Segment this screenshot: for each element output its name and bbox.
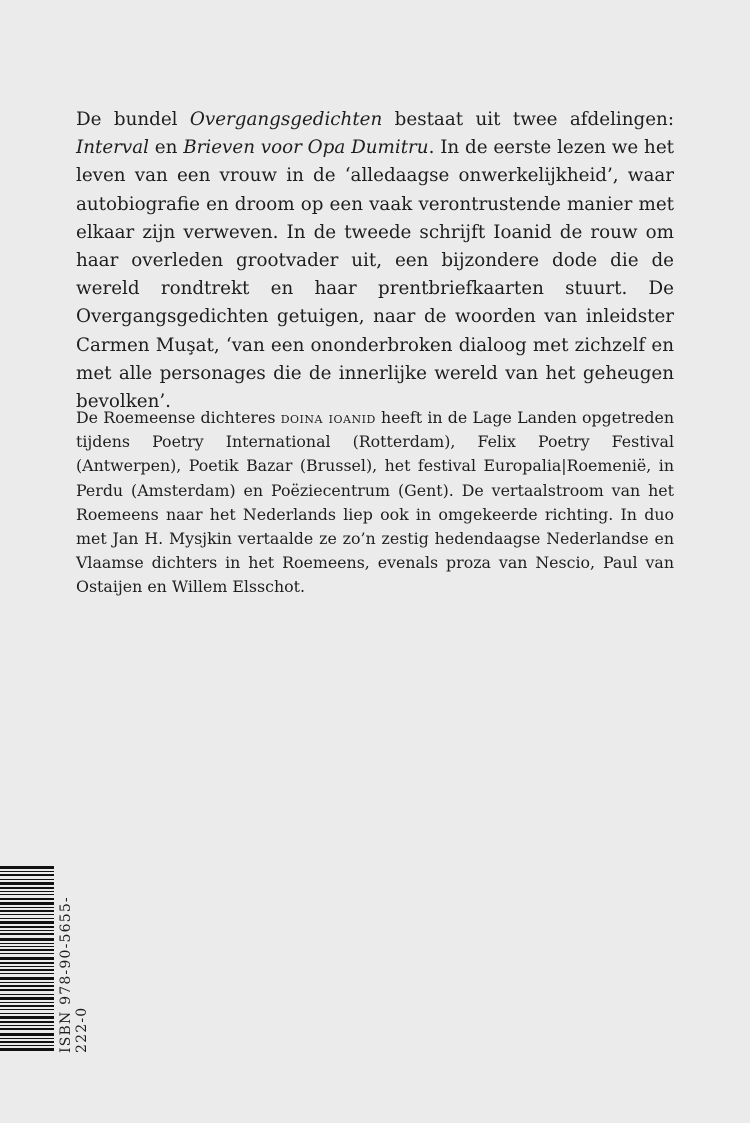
barcode-bar bbox=[0, 918, 54, 919]
barcode-bar bbox=[0, 949, 54, 951]
barcode-bar bbox=[0, 997, 54, 1000]
barcode-bar bbox=[0, 933, 54, 935]
barcode-bar bbox=[0, 1013, 54, 1014]
barcode-bar bbox=[0, 973, 54, 974]
barcode-bar bbox=[0, 1033, 54, 1036]
barcode-bar bbox=[0, 907, 54, 908]
barcode-bar bbox=[0, 891, 54, 892]
barcode-bar bbox=[0, 994, 54, 995]
barcode-bar bbox=[0, 926, 54, 928]
barcode-bar bbox=[0, 1048, 54, 1051]
blurb-text-4: . In de eerste lezen we het leven van een vrouw in de ‘alledaagse onwerkelijkheid’, waar autobiografie en droom op een vaak verontrustende manier met elkaar zijn verweven. In de tweede schrijft Ioanid de rouw om haar overleden grootvader uit, een bijzondere dode die de wereld rondtrekt en haar prentbriefkaarten stuurt. De Overgangsgedichten getuigen, naar de woorden van inleidster Carmen Muşat, ‘van een ononderbroken dialoog met zichzelf en met alle personages die de innerlijke wereld van het geheugen bevolken’. bbox=[76, 137, 674, 413]
barcode-bar bbox=[0, 879, 54, 880]
barcode-bar bbox=[0, 882, 54, 885]
barcode-bar bbox=[0, 894, 54, 895]
barcode-bar bbox=[0, 898, 54, 900]
barcode-bar bbox=[0, 910, 54, 912]
blurb-text-1: De bundel bbox=[76, 109, 190, 130]
barcode-bar bbox=[0, 1009, 54, 1010]
blurb-text-2: bestaat uit twee afdelingen: bbox=[382, 109, 674, 130]
isbn-number: ISBN 978-90-5655-222-0 bbox=[58, 896, 90, 1053]
blurb-paragraph bbox=[76, 106, 674, 416]
author-name: doina ioanid bbox=[280, 408, 376, 427]
section-title-brieven: Brieven voor Opa Dumitru bbox=[183, 137, 429, 159]
barcode-bar bbox=[0, 985, 54, 987]
barcode-bar bbox=[0, 946, 54, 947]
barcode-bar bbox=[0, 938, 54, 941]
isbn-barcode bbox=[0, 866, 54, 1052]
barcode-bar bbox=[0, 977, 54, 980]
barcode-bar bbox=[0, 871, 54, 872]
barcode-bar bbox=[0, 874, 54, 876]
barcode-bar bbox=[0, 1021, 54, 1023]
bio-text-1: De Roemeense dichteres bbox=[76, 408, 281, 427]
barcode-bar bbox=[0, 989, 54, 991]
barcode-bar bbox=[0, 1005, 54, 1007]
author-bio-paragraph bbox=[76, 406, 674, 600]
barcode-bar bbox=[0, 930, 54, 931]
barcode-bar bbox=[0, 962, 54, 964]
barcode-bar bbox=[0, 1028, 54, 1030]
barcode-bar bbox=[0, 866, 54, 869]
barcode-bar bbox=[0, 1025, 54, 1026]
barcode-bar bbox=[0, 969, 54, 971]
barcode-bar bbox=[0, 902, 54, 905]
barcode-bar bbox=[0, 921, 54, 924]
bio-text-2: heeft in de Lage Landen opgetreden tijdens Poetry International (Rotterdam), Felix Poetry Festival (Antwerpen), Poetik Bazar (Brussel), het festival Europalia|Roemenië, in Perdu (Amsterdam) en Poëziecentrum (Gent). De vertaalstroom van het Roemeens naar het Nederlands liep ook in omgekeerde richting. In duo met Jan H. Mysjkin vertaalde ze zo’n zestig hedendaagse Nederlandse en Vlaamse dichters in het Roemeens, evenals proza van Nescio, Paul van Ostaijen en Willem Elsschot. bbox=[76, 408, 675, 597]
book-title: Overgangsgedichten bbox=[189, 109, 383, 130]
barcode-bar bbox=[0, 953, 54, 954]
barcode-bar bbox=[0, 1041, 54, 1043]
barcode-bar bbox=[0, 1038, 54, 1039]
barcode-bar bbox=[0, 1002, 54, 1003]
section-title-interval: Interval bbox=[76, 137, 149, 159]
barcode-bar bbox=[0, 914, 54, 915]
barcode-bar bbox=[0, 966, 54, 967]
barcode-bar bbox=[0, 1016, 54, 1019]
blurb-text-3: en bbox=[148, 137, 184, 159]
barcode-bar bbox=[0, 1045, 54, 1046]
barcode-bar bbox=[0, 887, 54, 889]
barcode-bar bbox=[0, 943, 54, 944]
barcode-bar bbox=[0, 982, 54, 983]
barcode-bar bbox=[0, 957, 54, 960]
